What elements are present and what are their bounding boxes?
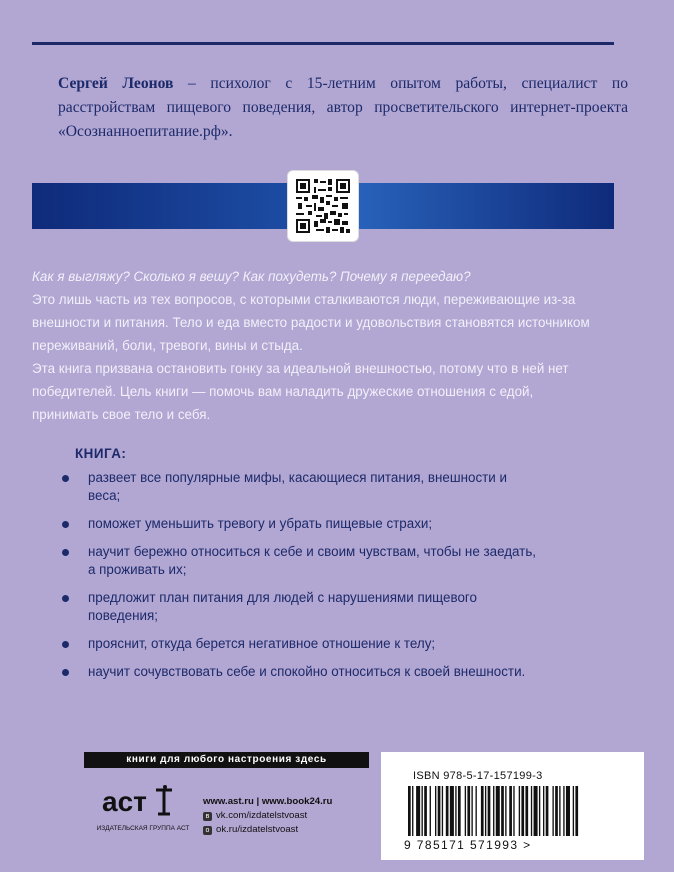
publisher-logo	[88, 784, 198, 832]
ast-logo-icon	[88, 784, 198, 818]
author-description: – психолог с 15-летним опытом работы, специалист по расстройствам пищевого поведения, автор просветительского интернет-проекта «Осознанноепитание.рф».	[58, 75, 628, 140]
barcode-bar	[450, 786, 454, 836]
barcode-bar	[488, 786, 491, 836]
logo-text: аст	[102, 786, 147, 817]
benefits-list	[62, 469, 542, 691]
barcode-bar	[485, 786, 486, 836]
list-item: научит бережно относиться к себе и своим чувствам, чтобы не заедать, а проживать их;	[62, 543, 542, 579]
barcode-bar	[493, 786, 494, 836]
barcode-icon	[408, 786, 636, 838]
barcode-bar	[496, 786, 500, 836]
barcode-bar	[476, 786, 477, 836]
sites-text: www.ast.ru | www.book24.ru	[203, 796, 333, 807]
barcode-bar	[408, 786, 411, 836]
barcode-bar	[534, 786, 538, 836]
top-divider	[32, 42, 614, 45]
barcode-bar	[435, 786, 436, 836]
barcode-bar	[513, 786, 514, 836]
lead-questions: Как я выгляжу? Сколько я вешу? Как похудеть? Почему я переедаю?	[32, 269, 471, 284]
qr-code-icon[interactable]	[287, 170, 359, 242]
barcode-bar	[501, 786, 504, 836]
barcode-bar	[543, 786, 544, 836]
barcode-bar	[471, 786, 472, 836]
barcode-bar	[539, 786, 540, 836]
slogan-banner: книги для любого настроения здесь	[84, 752, 369, 768]
book-heading: КНИГА:	[75, 446, 127, 461]
barcode-bar	[446, 786, 449, 836]
barcode-digits: 9 785171 571993 >	[404, 838, 532, 852]
lead-paragraph-1: Это лишь часть из тех вопросов, с которыми сталкиваются люди, переживающие из-за внешности и питания. Тело и еда вместо радости и удовольствия становятся источником переживаний, боли, тревоги, вины и стыда.	[32, 292, 590, 353]
barcode-bar	[521, 786, 524, 836]
barcode-bar	[455, 786, 456, 836]
barcode-bar	[509, 786, 512, 836]
barcode-bar	[442, 786, 443, 836]
barcode-bar	[481, 786, 484, 836]
barcode-bar	[563, 786, 564, 836]
ok-icon: o	[203, 826, 212, 835]
barcode-bar	[467, 786, 470, 836]
barcode-bar	[416, 786, 420, 836]
isbn-label: ISBN 978-5-17-157199-3	[413, 770, 543, 782]
barcode-bar	[465, 786, 466, 836]
barcode-bar	[438, 786, 441, 836]
lead-paragraph-2: Эта книга призвана остановить гонку за идеальной внешностью, потому что в ней нет победителей. Цель книги — помочь вам наладить дружеские отношения с едой, принимать свое тело и себя.	[32, 361, 569, 422]
barcode-bar	[430, 786, 431, 836]
vk-link[interactable]	[203, 809, 332, 823]
barcode-bar	[458, 786, 461, 836]
barcode-bar	[424, 786, 427, 836]
list-item: развеет все популярные мифы, касающиеся питания, внешности и веса;	[62, 469, 542, 505]
list-item: поможет уменьшить тревогу и убрать пищевые страхи;	[62, 515, 542, 533]
barcode-bar	[546, 786, 549, 836]
barcode-bar	[412, 786, 413, 836]
ok-text: ok.ru/izdatelstvoast	[216, 824, 299, 835]
qr-code-graphic	[294, 177, 352, 235]
barcode-bar	[555, 786, 558, 836]
author-name: Сергей Леонов	[58, 75, 174, 92]
ok-link[interactable]	[203, 823, 332, 837]
publisher-links	[203, 795, 332, 837]
barcode-bar	[559, 786, 560, 836]
barcode-bar	[422, 786, 423, 836]
list-item: научит сочувствовать себе и спокойно относиться к своей внешности.	[62, 663, 542, 681]
list-item: прояснит, откуда берется негативное отношение к телу;	[62, 635, 542, 653]
list-item: предложит план питания для людей с нарушениями пищевого поведения;	[62, 589, 542, 625]
website-links[interactable]	[203, 795, 332, 809]
vk-icon: в	[203, 812, 212, 821]
barcode-bar	[525, 786, 528, 836]
barcode-bar	[519, 786, 520, 836]
description-block	[32, 265, 592, 426]
barcode-bar	[575, 786, 578, 836]
barcode-bar	[573, 786, 574, 836]
vk-text: vk.com/izdatelstvoast	[216, 810, 308, 821]
barcode-bar	[552, 786, 553, 836]
author-bio	[58, 72, 628, 144]
logo-caption: ИЗДАТЕЛЬСКАЯ ГРУППА АСТ	[96, 825, 190, 832]
barcode-bar	[505, 786, 506, 836]
barcode-bar	[531, 786, 532, 836]
barcode-bar	[566, 786, 570, 836]
